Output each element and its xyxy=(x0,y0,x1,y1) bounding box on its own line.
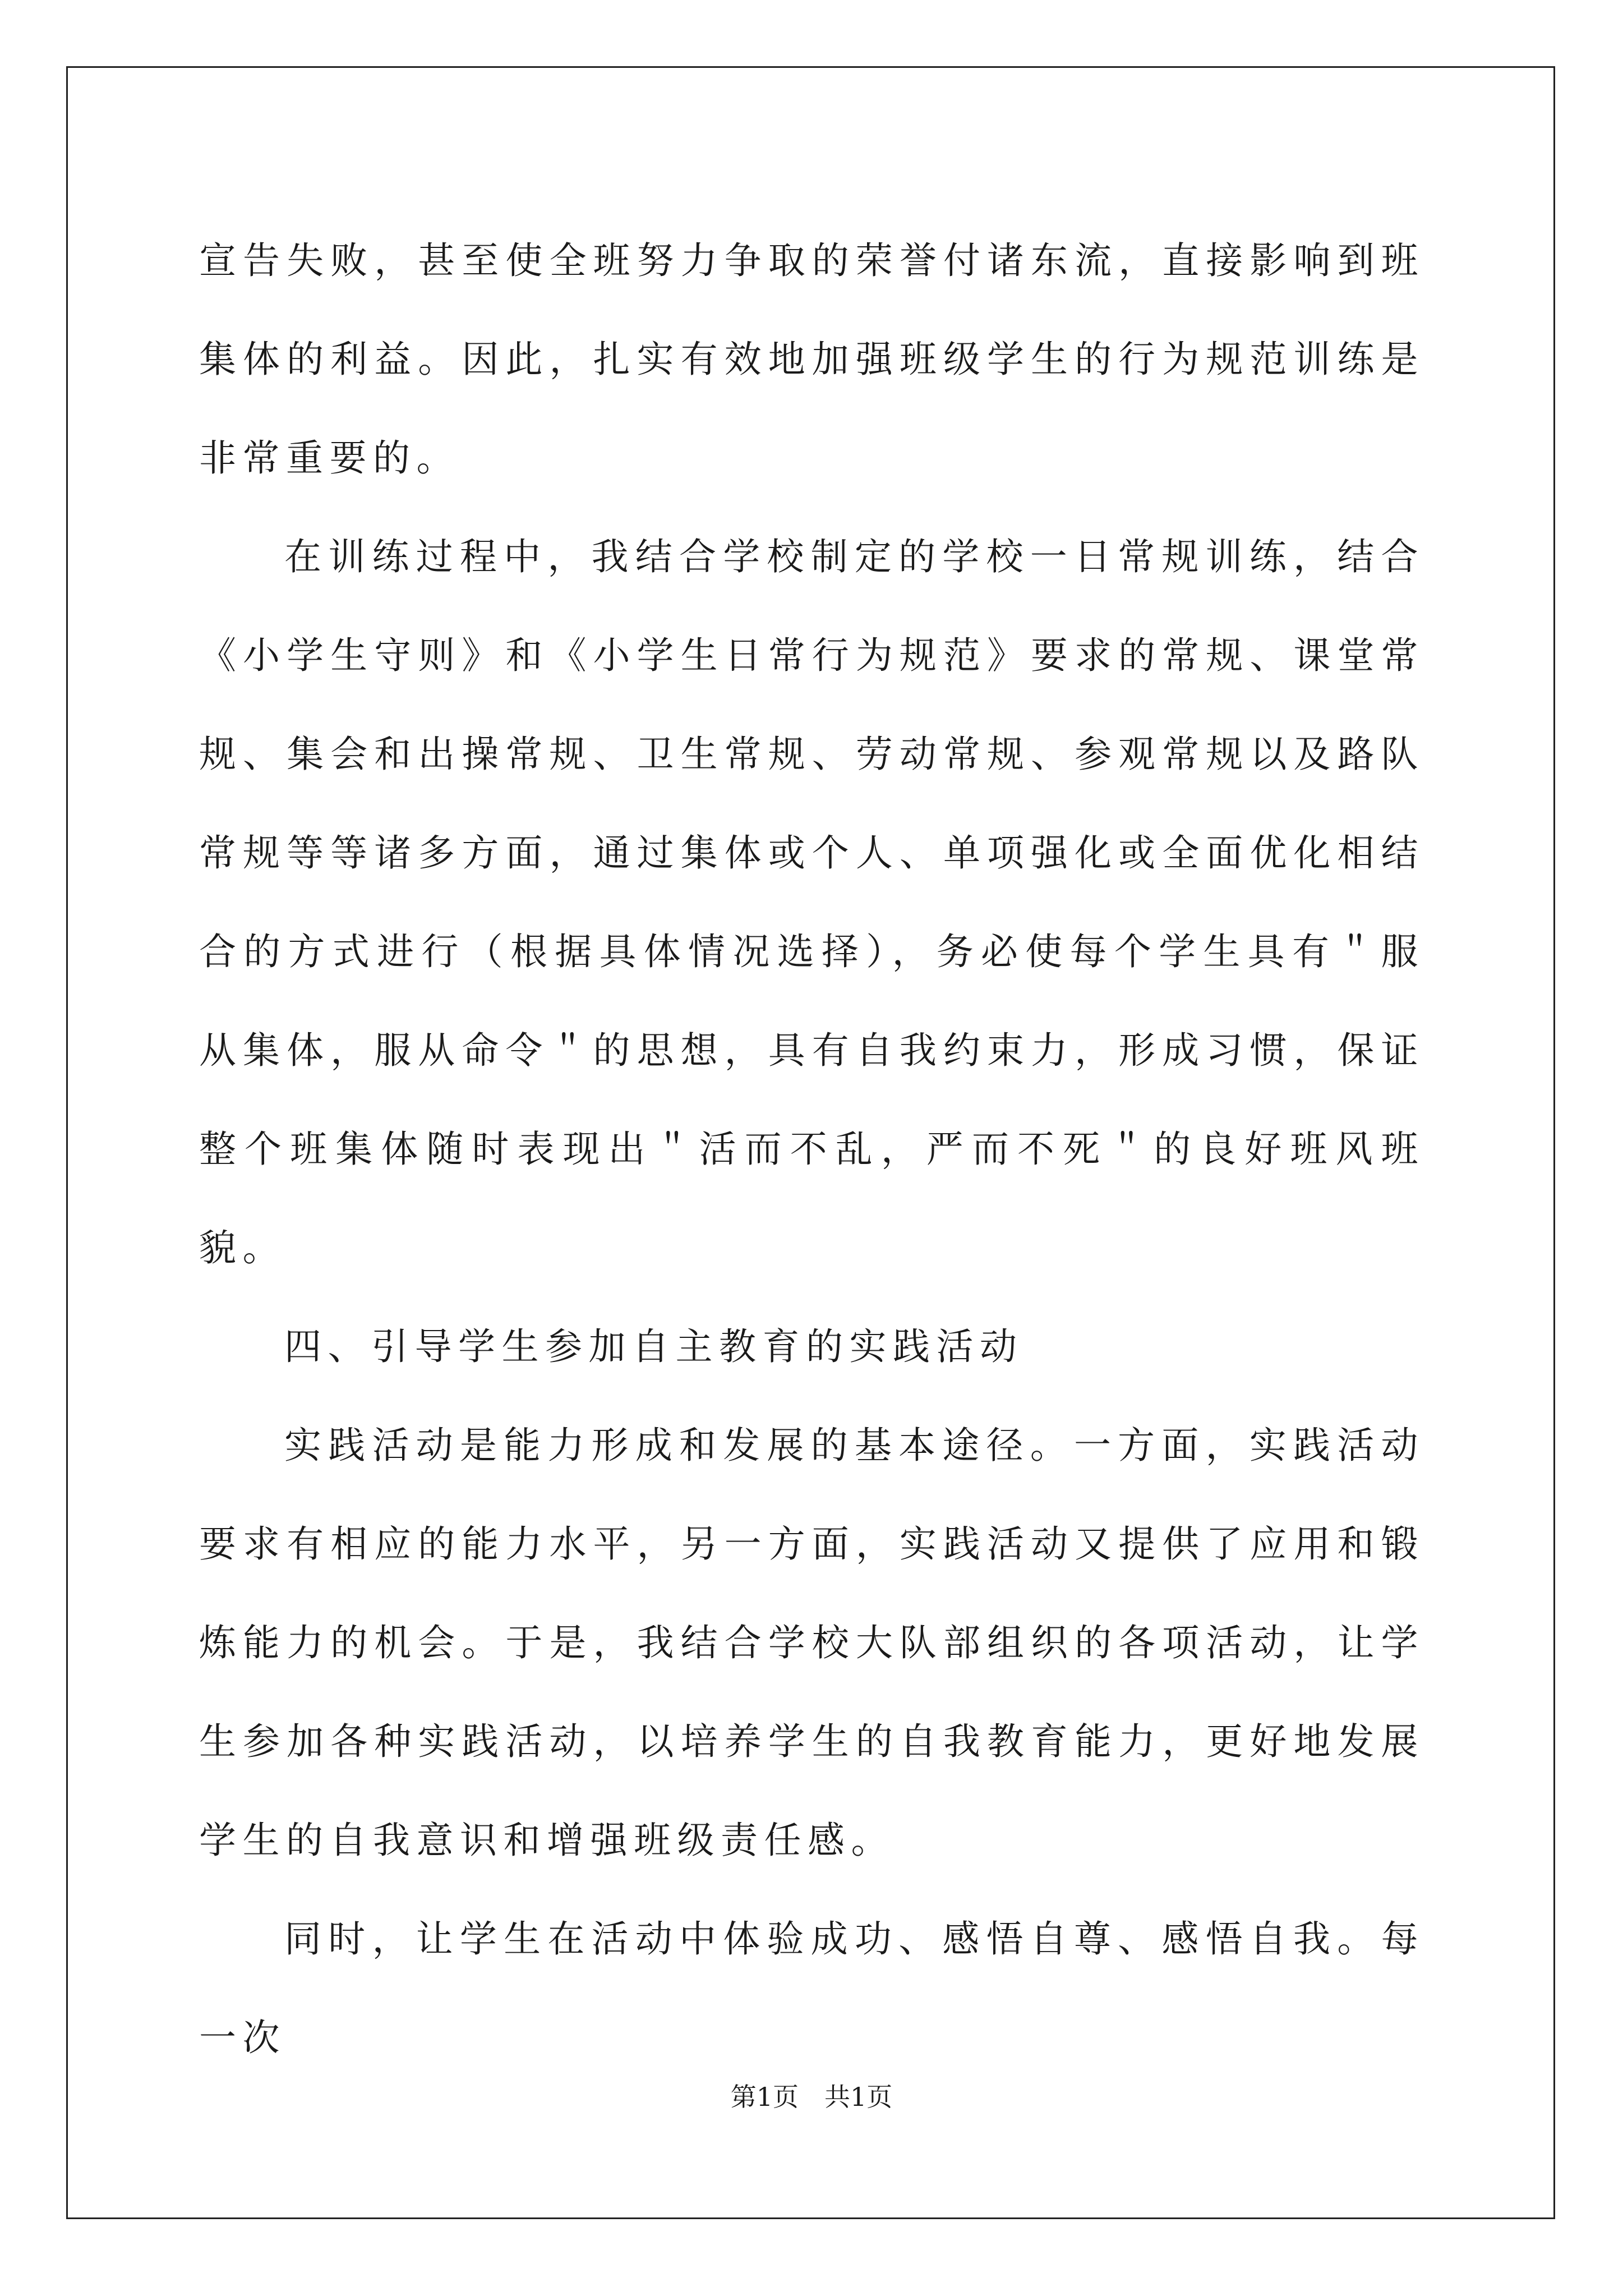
paragraph-1: 宣告失败，甚至使全班努力争取的荣誉付诸东流，直接影响到班集体的利益。因此，扎实有效地加强班级学生的行为规范训练是非常重要的。 xyxy=(199,239,1424,480)
page-footer: 第1页 共1页 xyxy=(730,2082,893,2112)
paragraph-3: 实践活动是能力形成和发展的基本途径。一方面，实践活动要求有相应的能力水平，另一方面，实践活动又提供了应用和锻炼能力的机会。于是，我结合学校大队部组织的各项活动，让学生参加各种实践活动，以培养学生的自我教育能力，更好地发展学生的自我意识和增强班级责任感。 xyxy=(199,1424,1424,1862)
section-heading: 四、引导学生参加自主教育的实践活动 xyxy=(284,1325,1023,1368)
paragraph-4: 同时，让学生在活动中体验成功、感悟自尊、感悟自我。每一次 xyxy=(199,1917,1424,2059)
document-body xyxy=(199,211,1424,2087)
paragraph-2: 在训练过程中，我结合学校制定的学校一日常规训练，结合《小学生守则》和《小学生日常行为规范》要求的常规、课堂常规、集会和出操常规、卫生常规、劳动常规、参观常规以及路队常规等等诸多方面，通过集体或个人、单项强化或全面优化相结合的方式进行（根据具体情况选择），务必使每个学生具有＂服从集体，服从命令＂的思想，具有自我约束力，形成习惯，保证整个班集体随时表现出＂活而不乱，严而不死＂的良好班风班貌。 xyxy=(199,535,1424,1269)
